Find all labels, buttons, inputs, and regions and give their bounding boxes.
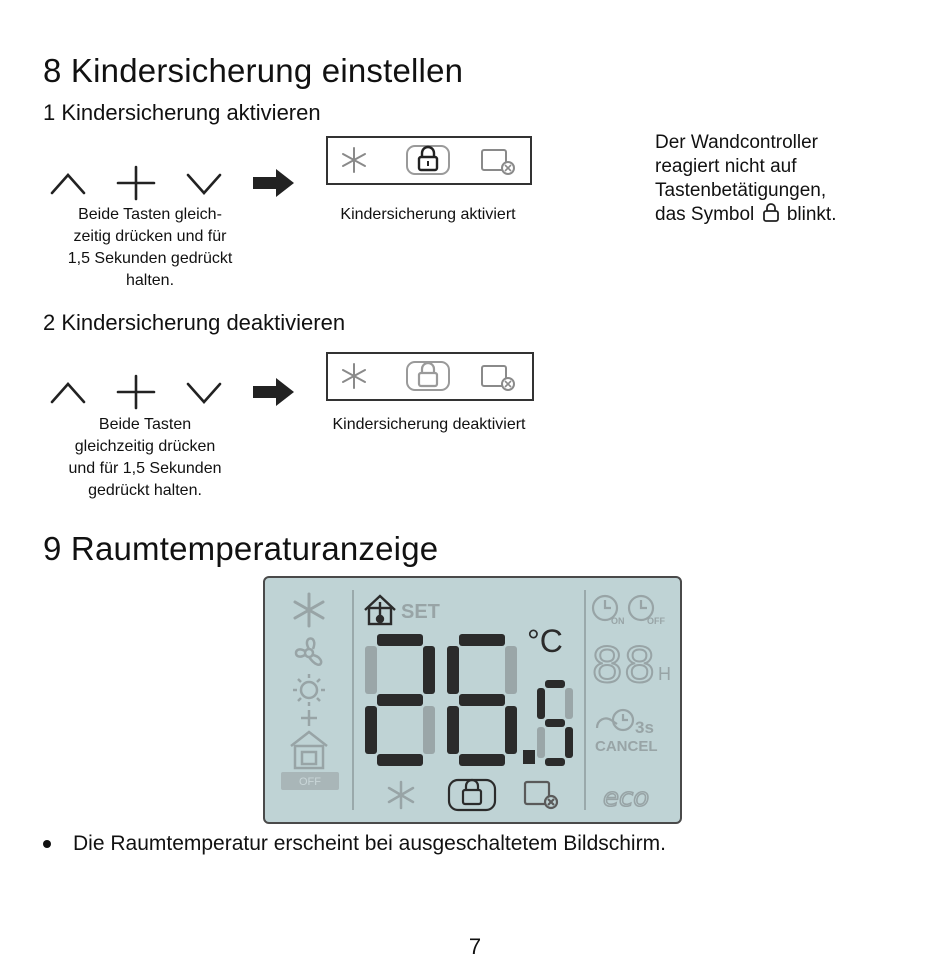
timer-on-label: ON (611, 616, 625, 626)
digit-segment (447, 646, 459, 694)
activate-instruction-line: 1,5 Sekunden gedrückt (67, 250, 233, 267)
lock-indicator-strip-active (326, 136, 532, 185)
fan-icon (296, 638, 321, 664)
lock-note-line: Tastenbetätigungen, (655, 180, 827, 201)
lock-note-line (655, 203, 915, 227)
lock-note-text: blinkt. (786, 204, 837, 225)
set-label: SET (401, 601, 440, 623)
digit-segment (377, 634, 423, 646)
activate-instruction-line: zeitig drücken und für (73, 228, 227, 245)
deactivate-instruction-line: Beide Tasten (98, 416, 192, 433)
snowflake-icon (338, 144, 374, 176)
plus-icon (118, 167, 154, 199)
chevron-up-icon (52, 384, 84, 402)
digit-segment (459, 694, 505, 706)
filter-icon (525, 782, 557, 808)
digit-segment (377, 694, 423, 706)
section-8-title: 8 Kindersicherung einstellen (43, 52, 464, 89)
digit-segment (423, 706, 435, 754)
digit-segment (545, 719, 565, 727)
timer-unit: H (658, 664, 671, 684)
deactivate-instruction-line: gedrückt halten. (88, 482, 202, 499)
digit-segment (537, 727, 545, 758)
cancel-label: CANCEL (595, 738, 658, 755)
digit-segment (545, 758, 565, 766)
digit-segment (423, 646, 435, 694)
decimal-point (523, 750, 535, 764)
section-9-title: 9 Raumtemperaturanzeige (43, 530, 439, 567)
digit-segment (545, 680, 565, 688)
plus-icon (301, 710, 317, 726)
filter-icon (478, 144, 518, 176)
lock-note (655, 131, 915, 227)
plus-icon (118, 376, 154, 408)
cancel-seconds: 3s (635, 718, 654, 737)
deactivate-instruction-line: und für 1,5 Sekunden (68, 460, 222, 477)
chevron-down-icon (188, 384, 220, 402)
lock-indicator-strip-inactive (326, 352, 534, 401)
temperature-unit: °C (527, 623, 563, 659)
status-deactivated: Kindersicherung deaktiviert (332, 416, 526, 433)
digit-segment (447, 706, 459, 754)
lock-note-line: Der Wandcontroller (655, 132, 818, 153)
lock-icon (760, 203, 782, 223)
thermometer-house-icon (365, 596, 395, 624)
lock-icon (404, 359, 452, 393)
deactivate-instruction (40, 414, 250, 502)
digit-segment (537, 688, 545, 719)
hand-timer-icon (597, 710, 633, 730)
key-sequence-deactivate (48, 374, 298, 410)
page-number: 7 (468, 934, 482, 959)
snowflake-icon (338, 360, 374, 392)
off-label: OFF (299, 776, 321, 788)
lock-icon (449, 780, 495, 810)
digit-segment (365, 706, 377, 754)
arrow-right-icon (253, 378, 294, 406)
lcd-display (263, 576, 682, 824)
heater-icon (291, 732, 327, 768)
bullet-dot (43, 840, 51, 848)
chevron-up-icon (52, 175, 84, 193)
filter-icon (478, 360, 518, 392)
status-activated: Kindersicherung aktiviert (340, 206, 516, 223)
activate-instruction (40, 204, 260, 292)
timer-digits: 88 (591, 638, 656, 699)
digit-segment (377, 754, 423, 766)
activate-instruction-line: Beide Tasten gleich- (78, 206, 222, 223)
digit-segment (459, 754, 505, 766)
digit-segment (505, 646, 517, 694)
snowflake-icon (295, 594, 323, 626)
deactivate-instruction-line: gleichzeitig drücken (74, 438, 216, 455)
digit-segment (565, 688, 573, 719)
digit-segment (365, 646, 377, 694)
lock-note-line: reagiert nicht auf (655, 156, 797, 177)
digit-segment (505, 706, 517, 754)
eco-label: eco (603, 783, 650, 813)
key-sequence-activate (48, 165, 298, 201)
bullet-text: Die Raumtemperatur erscheint bei ausgeschaltetem Bildschirm. (73, 832, 666, 855)
subsection-deactivate-title: 2 Kindersicherung deaktivieren (43, 310, 346, 335)
sun-icon (293, 674, 325, 706)
snowflake-icon (389, 782, 413, 808)
subsection-activate-title: 1 Kindersicherung aktivieren (43, 100, 321, 125)
timer-off-label: OFF (647, 616, 665, 626)
arrow-right-icon (253, 169, 294, 197)
activate-instruction-line: halten. (125, 272, 175, 289)
chevron-down-icon (188, 175, 220, 193)
bullet-item (43, 832, 666, 856)
lock-note-text: das Symbol (655, 204, 755, 225)
lock-icon (404, 143, 452, 177)
digit-segment (565, 727, 573, 758)
digit-segment (459, 634, 505, 646)
